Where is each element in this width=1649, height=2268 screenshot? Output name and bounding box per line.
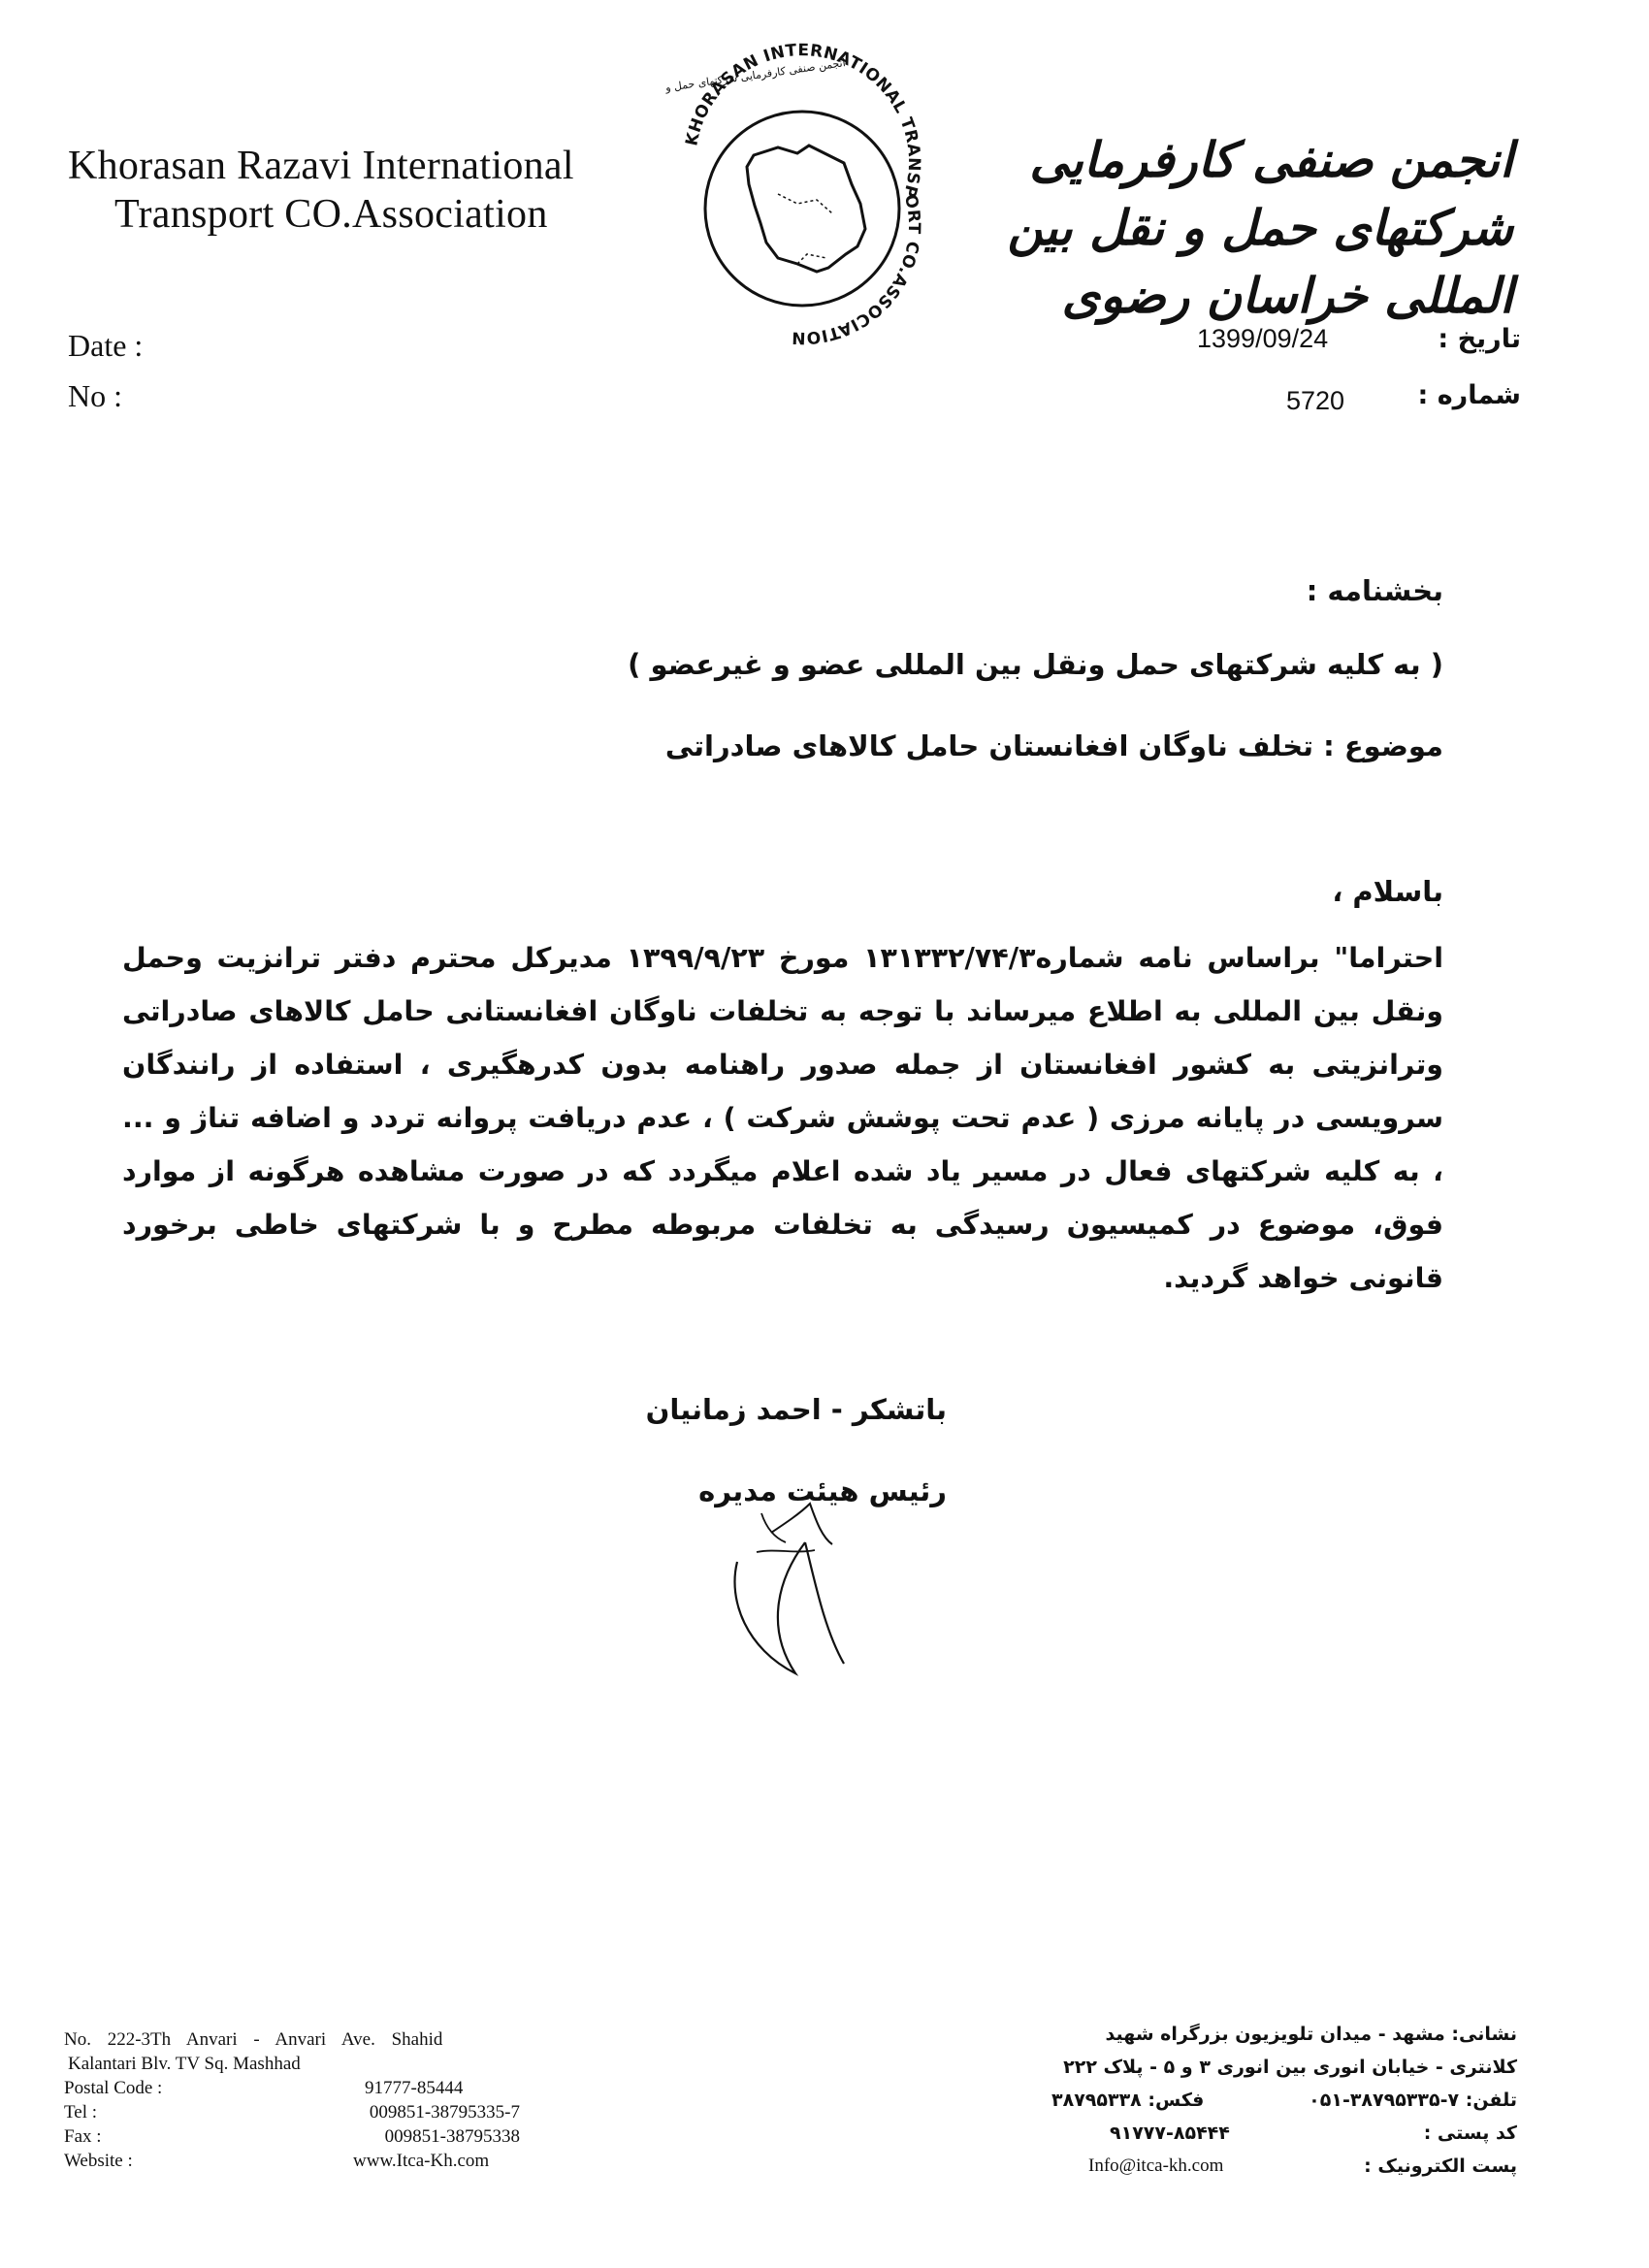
footer-postal-value: 91777-85444 — [365, 2078, 464, 2098]
footer-persian — [1051, 2018, 1517, 2183]
number-label-en: No : — [68, 378, 122, 413]
svg-text:KHORASAN INTERNATIONAL TRANSPO — [682, 41, 923, 347]
footer-fa-fax-label: فکس: — [1148, 2090, 1205, 2111]
footer-fa-address-line2: کلانتری - خیابان انوری بین انوری ۳ و ۵ - پلاک ۲۲۲ — [1063, 2057, 1517, 2078]
seal-svg — [662, 39, 943, 349]
footer-website-link[interactable]: www.Itca-Kh.com — [353, 2151, 490, 2171]
org-name-fa: انجمن صنفی کارفرمایی شرکتهای حمل و نقل بین المللی خراسان رضوی — [1007, 132, 1513, 324]
footer-english — [64, 2027, 520, 2173]
footer-fa-postal-label: کد پستی : — [1423, 2122, 1517, 2144]
footer-fa-postal-row — [1051, 2117, 1517, 2150]
footer-address-line2: Kalantari Blv. TV Sq. Mashhad — [68, 2054, 301, 2074]
footer-postal-row — [64, 2076, 520, 2100]
signer-title: رئیس هیئت مدیره — [698, 1474, 947, 1507]
footer-fa-fax-group — [1051, 2084, 1204, 2117]
footer-postal-label: Postal Code : — [64, 2078, 163, 2098]
footer-fa-email-row — [1051, 2150, 1517, 2183]
letter-body: احتراما" براساس نامه شماره۱۳۱۳۳۲/۷۴/۳ مورخ ۱۳۹۹/۹/۲۳ مدیرکل محترم دفتر ترانزیت وحمل ونقل بین المللی به اطلاع میرساند با توجه به تخلفات ناوگان افغانستانی حامل کالاهای صادراتی وترانزیتی به کشور افغانستان از جمله صدور راهنامه بدون کدرهگیری ، استفاده از رانندگان سرویسی در پایانه مرزی ( عدم تحت پوشش شرکت ) ، عدم دریافت پروانه تردد و اضافه تناژ و ... ، به کلیه شرکتهای فعال در مسیر یاد شده اعلام میگردد که در صورت مشاهده هرگونه از موارد فوق، موضوع در کمیسیون رسیدگی به تخلفات مربوطه مطرح و با شرکتهای خاطی برخورد قانونی خواهد گردید. — [122, 942, 1443, 1294]
handwritten-signature — [708, 1484, 873, 1688]
footer-fa-email-link[interactable]: Info@itca-kh.com — [1088, 2155, 1224, 2176]
footer-address-line1: No. 222-3Th Anvari - Anvari Ave. Shahid — [64, 2029, 443, 2050]
letter-subject: موضوع : تخلف ناوگان افغانستان حامل کالاهای صادراتی — [664, 729, 1443, 762]
number-label-fa: شماره : — [1417, 380, 1521, 410]
seal-text-fa: انجمن صنفی کارفرمایی شرکتهای حمل و — [664, 56, 847, 95]
footer-fa-fax-value: ۳۸۷۹۵۳۳۸ — [1051, 2090, 1142, 2111]
footer-fa-phone-row — [1051, 2084, 1517, 2117]
footer-website-row — [64, 2149, 520, 2173]
footer-fax-value: 009851-38795338 — [384, 2126, 520, 2147]
footer-fax-label: Fax : — [64, 2126, 102, 2147]
signature-svg — [708, 1484, 873, 1688]
footer-tel-value: 009851-38795335-7 — [369, 2102, 520, 2122]
association-seal-logo — [662, 39, 943, 349]
org-name-en-line2: Transport CO.Association — [114, 192, 548, 237]
seal-text: KHORASAN INTERNATIONAL TRANSPORT CO.ASSOCIATION — [682, 41, 924, 347]
letter-type: بخشنامه : — [1306, 574, 1443, 607]
date-value: 1399/09/24 — [1197, 324, 1329, 353]
date-label-fa: تاریخ : — [1438, 324, 1521, 354]
org-name-en-line1: Khorasan Razavi International — [68, 144, 574, 188]
letter-closing: باتشکر - احمد زمانیان — [645, 1393, 947, 1426]
footer-fa-postal-value: ۹۱۷۷۷-۸۵۴۴۴ — [1110, 2122, 1230, 2144]
number-value: 5720 — [1286, 386, 1345, 415]
footer-fa-address-line1: نشانی: مشهد - میدان تلویزیون بزرگراه شهید — [1105, 2024, 1517, 2045]
footer-website-label: Website : — [64, 2151, 133, 2171]
footer-fax-row — [64, 2124, 520, 2149]
footer-tel-row — [64, 2100, 520, 2124]
footer-tel-label: Tel : — [64, 2102, 98, 2122]
date-label-en: Date : — [68, 328, 144, 363]
letter-addressee: ( به کلیه شرکتهای حمل ونقل بین المللی عضو و غیرعضو ) — [628, 648, 1443, 681]
footer-fa-phone: تلفن: ۷-۳۸۷۹۵۳۳۵-۰۵۱ — [1309, 2090, 1517, 2111]
footer-fa-email-label: پست الکترونیک : — [1364, 2155, 1517, 2177]
letter-greeting: باسلام ، — [1332, 875, 1443, 908]
org-name-en — [68, 142, 574, 239]
